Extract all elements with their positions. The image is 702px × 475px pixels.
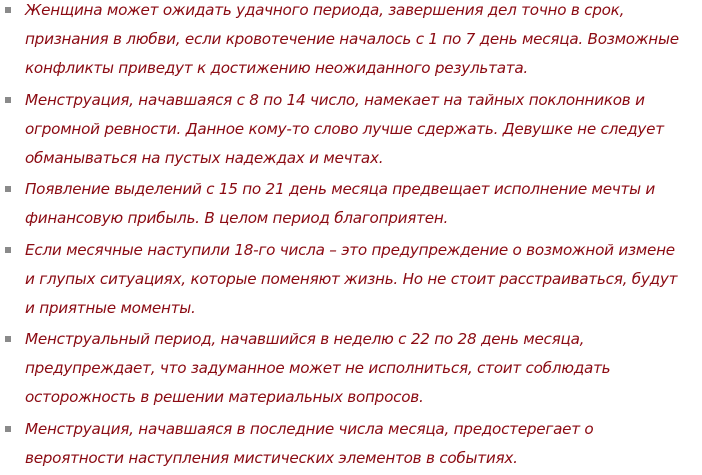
list-item-text: Если месячные наступили 18-го числа – это предупреждение о возможной измене и глупых ситуациях, которые поменяют жизнь. Но не стоит расстраиваться, будут и приятные моменты.: [25, 240, 678, 317]
square-bullet-icon: [5, 7, 11, 13]
list-item-text: Менструальный период, начавшийся в неделю с 22 по 28 день месяца, предупреждает, что задуманное может не исполниться, стоит соблюдать осторожность в решении материальных вопросов.: [25, 330, 611, 406]
square-bullet-icon: [5, 426, 11, 432]
list-item: [0, 325, 702, 412]
list-item: [0, 86, 702, 173]
list-item: [0, 415, 702, 473]
list-item-text: Менструация, начавшаяся в последние числа месяца, предостерегает о вероятности наступления мистических элементов в событиях.: [25, 419, 594, 467]
square-bullet-icon: [5, 336, 11, 342]
square-bullet-icon: [5, 97, 11, 103]
square-bullet-icon: [5, 186, 11, 192]
square-bullet-icon: [5, 247, 11, 253]
list-item-text: Женщина может ожидать удачного периода, завершения дел точно в срок, признания в любви, если кровотечение началось с 1 по 7 день месяца. Возможные конфликты приведут к достижению неожиданного результата.: [25, 1, 679, 77]
list-item-text: Появление выделений с 15 по 21 день месяца предвещает исполнение мечты и финансовую прибыль. В целом период благоприятен.: [25, 180, 656, 227]
list-item: [0, 236, 702, 323]
list-item-text: Менструация, начавшаяся с 8 по 14 число, намекает на тайных поклонников и огромной ревности. Данное кому-то слово лучше сдержать. Девушке не следует обманываться на пустых надеждах и мечтах.: [25, 90, 664, 167]
list-item: [0, 175, 702, 233]
list-item: [0, 0, 702, 83]
